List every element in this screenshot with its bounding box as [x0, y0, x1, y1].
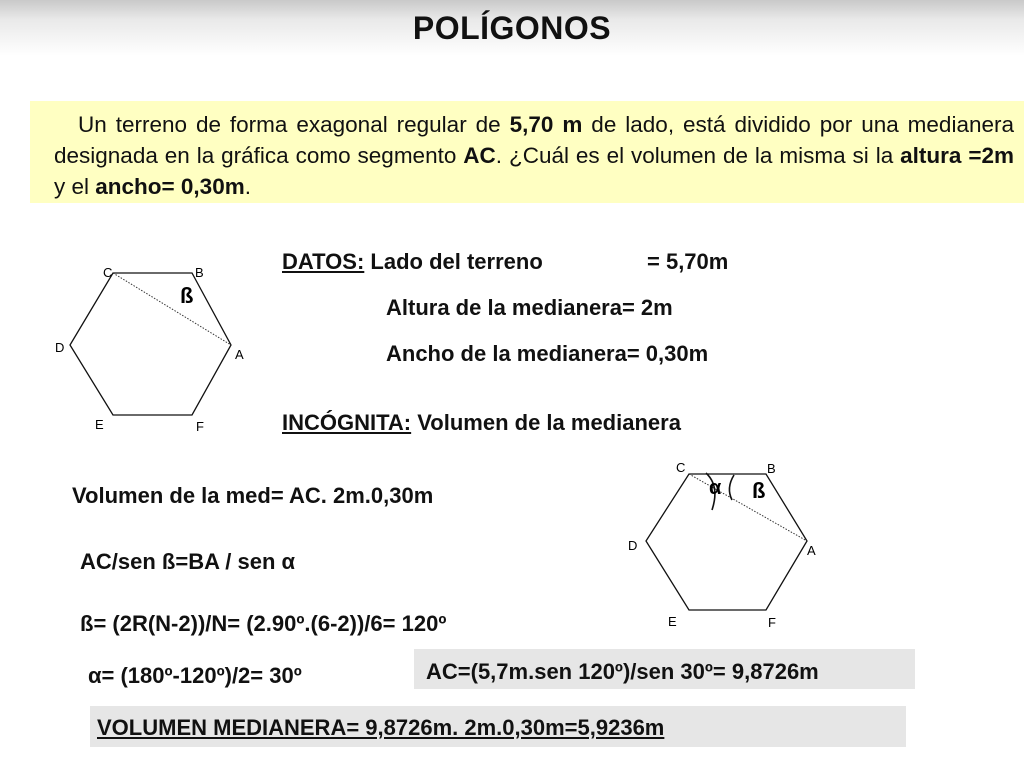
- vertex-label-e-1: E: [95, 417, 104, 432]
- vertex-label-a-1: A: [235, 347, 244, 362]
- vertex-label-e-2: E: [668, 614, 677, 629]
- segment-ac-1: [113, 273, 231, 345]
- incognita-row: [282, 410, 681, 436]
- problem-height: altura =2m: [900, 143, 1014, 168]
- problem-side-value: 5,70 m: [509, 112, 583, 137]
- problem-text: [54, 109, 1014, 202]
- hexagon-1-shape: [70, 273, 231, 415]
- angle-beta-label-1: ß: [180, 283, 194, 308]
- vertex-label-a-2: A: [807, 543, 816, 558]
- vertex-label-d-1: D: [55, 340, 65, 355]
- hexagon-diagram-1: [50, 258, 260, 438]
- beta-calculation: ß= (2R(N-2))/N= (2.90º.(6-2))/6= 120º: [80, 611, 447, 636]
- volume-result: VOLUMEN MEDIANERA= 9,8726m. 2m.0,30m=5,9236m: [97, 715, 665, 740]
- vertex-label-b-2: B: [767, 461, 776, 476]
- vertex-label-d-2: D: [628, 538, 638, 553]
- problem-width: ancho= 0,30m: [95, 174, 245, 199]
- angle-beta-label-2: ß: [752, 478, 766, 503]
- hexagon-diagram-2: [620, 455, 830, 635]
- vertex-label-b-1: B: [195, 265, 204, 280]
- angle-alpha-label-2: α: [709, 477, 722, 499]
- problem-statement: [30, 101, 1024, 203]
- problem-text-1: Un terreno de forma exagonal regular de: [78, 112, 510, 137]
- vertex-label-f-2: F: [768, 615, 776, 630]
- datos-label: DATOS:: [282, 249, 365, 274]
- volume-formula: Volumen de la med= AC. 2m.0,30m: [72, 483, 434, 508]
- problem-text-4: y el: [54, 174, 96, 199]
- segment-ac-2: [689, 474, 807, 541]
- problem-text-2: de lado, está dividido por una medianera designada en la gráfica como segmento: [54, 112, 1014, 168]
- datos-lado-value: = 5,70m: [647, 249, 729, 274]
- datos-lado-label: Lado del terreno: [370, 249, 543, 274]
- angle-arc-beta: [729, 475, 734, 500]
- page-title: POLÍGONOS: [412, 10, 612, 46]
- vertex-label-c-1: C: [103, 265, 113, 280]
- datos-ancho: Ancho de la medianera= 0,30m: [386, 341, 709, 366]
- incognita-value: Volumen de la medianera: [417, 410, 681, 435]
- vertex-label-c-2: C: [676, 460, 686, 475]
- ac-result: AC=(5,7m.sen 120º)/sen 30º= 9,8726m: [426, 659, 819, 684]
- alpha-calculation: α= (180º-120º)/2= 30º: [88, 663, 302, 688]
- datos-row: [282, 249, 543, 275]
- problem-text-5: .: [244, 174, 251, 199]
- datos-altura: Altura de la medianera= 2m: [386, 295, 673, 320]
- incognita-label: INCÓGNITA:: [282, 410, 412, 435]
- vertex-label-f-1: F: [196, 419, 204, 434]
- hexagon-2-shape: [646, 474, 807, 610]
- problem-text-3: . ¿Cuál es el volumen de la misma si la: [495, 143, 901, 168]
- sine-law: AC/sen ß=BA / sen α: [80, 549, 296, 574]
- problem-segment: AC: [463, 143, 496, 168]
